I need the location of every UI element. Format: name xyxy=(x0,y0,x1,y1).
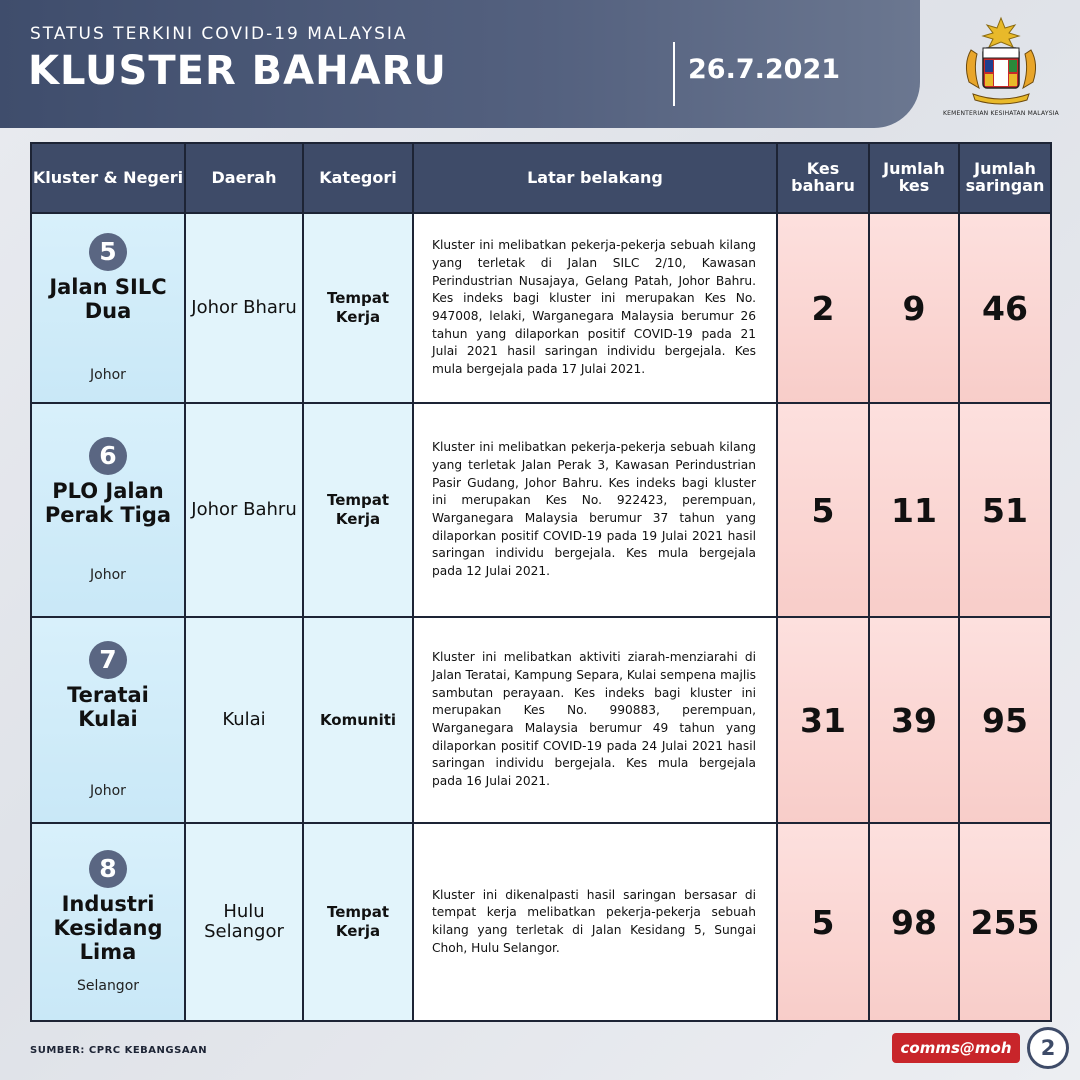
header-banner xyxy=(0,0,920,128)
cluster-number: 8 xyxy=(89,850,127,888)
latar-cell: Kluster ini melibatkan pekerja-pekerja sebuah kilang yang terletak di Jalan SILC 2/10, Kawasan Perindustrian Nusajaya, Gelang Patah, Johor Bahru. Kes indeks bagi kluster ini merupakan Kes No. 947008, lelaki, Warganegara Malaysia berumur 26 tahun yang dilaporkan positif COVID-19 pada 21 Julai 2021 hasil saringan individu bergejala. Kes mula bergejala pada 17 Julai 2021. xyxy=(413,213,777,403)
kes-baharu-cell: 5 xyxy=(777,403,869,617)
jumlah-kes-cell: 39 xyxy=(869,617,959,823)
col-jumlah-kes: Jumlah kes xyxy=(869,143,959,213)
kes-baharu-cell: 31 xyxy=(777,617,869,823)
cluster-cell xyxy=(31,617,185,823)
ministry-logo xyxy=(932,14,1070,124)
brand-badge: comms@moh xyxy=(892,1033,1020,1063)
page-title: KLUSTER BAHARU xyxy=(28,48,447,94)
cluster-number: 6 xyxy=(89,437,127,475)
cluster-name: Teratai Kulai xyxy=(67,682,149,731)
col-kategori: Kategori xyxy=(303,143,413,213)
cluster-state: Selangor xyxy=(76,978,140,995)
report-date: 26.7.2021 xyxy=(688,54,841,85)
jumlah-saringan-cell: 46 xyxy=(959,213,1051,403)
table-row xyxy=(31,823,1051,1021)
cluster-cell xyxy=(31,213,185,403)
table-header-row xyxy=(31,143,1051,213)
header-divider xyxy=(673,42,675,106)
jumlah-saringan-cell: 95 xyxy=(959,617,1051,823)
col-kes-baharu: Kes baharu xyxy=(777,143,869,213)
kategori-cell: Tempat Kerja xyxy=(303,403,413,617)
cluster-cell xyxy=(31,403,185,617)
cluster-name: Jalan SILC Dua xyxy=(49,274,167,323)
kategori-cell: Tempat Kerja xyxy=(303,213,413,403)
latar-cell: Kluster ini melibatkan pekerja-pekerja sebuah kilang yang terletak Jalan Perak 3, Kawasan Perindustrian Pasir Gudang, Johor Bahru. Kes indeks bagi kluster ini merupakan Kes No. 922423, perempuan, Warganegara Malaysia berumur 37 tahun yang dilaporkan positif COVID-19 pada 19 Julai 2021 hasil saringan individu bergejala. Kes mula bergejala pada 12 Julai 2021. xyxy=(413,403,777,617)
cluster-table xyxy=(30,142,1052,1022)
col-latar: Latar belakang xyxy=(413,143,777,213)
malaysia-coat-of-arms-icon xyxy=(949,14,1053,108)
cluster-number: 7 xyxy=(89,641,127,679)
ministry-caption: KEMENTERIAN KESIHATAN MALAYSIA xyxy=(943,110,1059,117)
table-row xyxy=(31,617,1051,823)
jumlah-saringan-cell: 51 xyxy=(959,403,1051,617)
kategori-cell: Komuniti xyxy=(303,617,413,823)
latar-cell: Kluster ini melibatkan aktiviti ziarah-menziarahi di Jalan Teratai, Kampung Separa, Kulai sempena majlis sambutan perayaan. Kes indeks bagi kluster ini merupakan Kes No. 990883, perempuan, Warganegara Malaysia berumur 49 tahun yang dilaporkan positif COVID-19 pada 24 Julai 2021 hasil saringan individu bergejala. Kes mula bergejala pada 16 Julai 2021. xyxy=(413,617,777,823)
col-daerah: Daerah xyxy=(185,143,303,213)
cluster-state: Johor xyxy=(90,367,126,384)
cluster-state: Johor xyxy=(90,783,126,800)
col-jumlah-saringan: Jumlah saringan xyxy=(959,143,1051,213)
source-note: SUMBER: CPRC KEBANGSAAN xyxy=(30,1045,208,1056)
cluster-number: 5 xyxy=(89,233,127,271)
header-eyebrow: STATUS TERKINI COVID-19 MALAYSIA xyxy=(30,24,408,44)
jumlah-kes-cell: 9 xyxy=(869,213,959,403)
jumlah-kes-cell: 98 xyxy=(869,823,959,1021)
cluster-name: Industri Kesidang Lima xyxy=(53,891,163,965)
daerah-cell: Kulai xyxy=(185,617,303,823)
table-row xyxy=(31,213,1051,403)
kes-baharu-cell: 2 xyxy=(777,213,869,403)
jumlah-kes-cell: 11 xyxy=(869,403,959,617)
daerah-cell: Johor Bahru xyxy=(185,403,303,617)
daerah-cell: Hulu Selangor xyxy=(185,823,303,1021)
kes-baharu-cell: 5 xyxy=(777,823,869,1021)
cluster-cell xyxy=(31,823,185,1021)
daerah-cell: Johor Bharu xyxy=(185,213,303,403)
page-number: 2 xyxy=(1027,1027,1069,1069)
cluster-state: Johor xyxy=(90,567,126,584)
cluster-name: PLO Jalan Perak Tiga xyxy=(44,478,172,527)
jumlah-saringan-cell: 255 xyxy=(959,823,1051,1021)
kategori-cell: Tempat Kerja xyxy=(303,823,413,1021)
col-kluster: Kluster & Negeri xyxy=(31,143,185,213)
latar-cell: Kluster ini dikenalpasti hasil saringan bersasar di tempat kerja melibatkan pekerja-pekerja sebuah kilang yang terletak di Jalan Kesidang 5, Sungai Choh, Hulu Selangor. xyxy=(413,823,777,1021)
table-row xyxy=(31,403,1051,617)
